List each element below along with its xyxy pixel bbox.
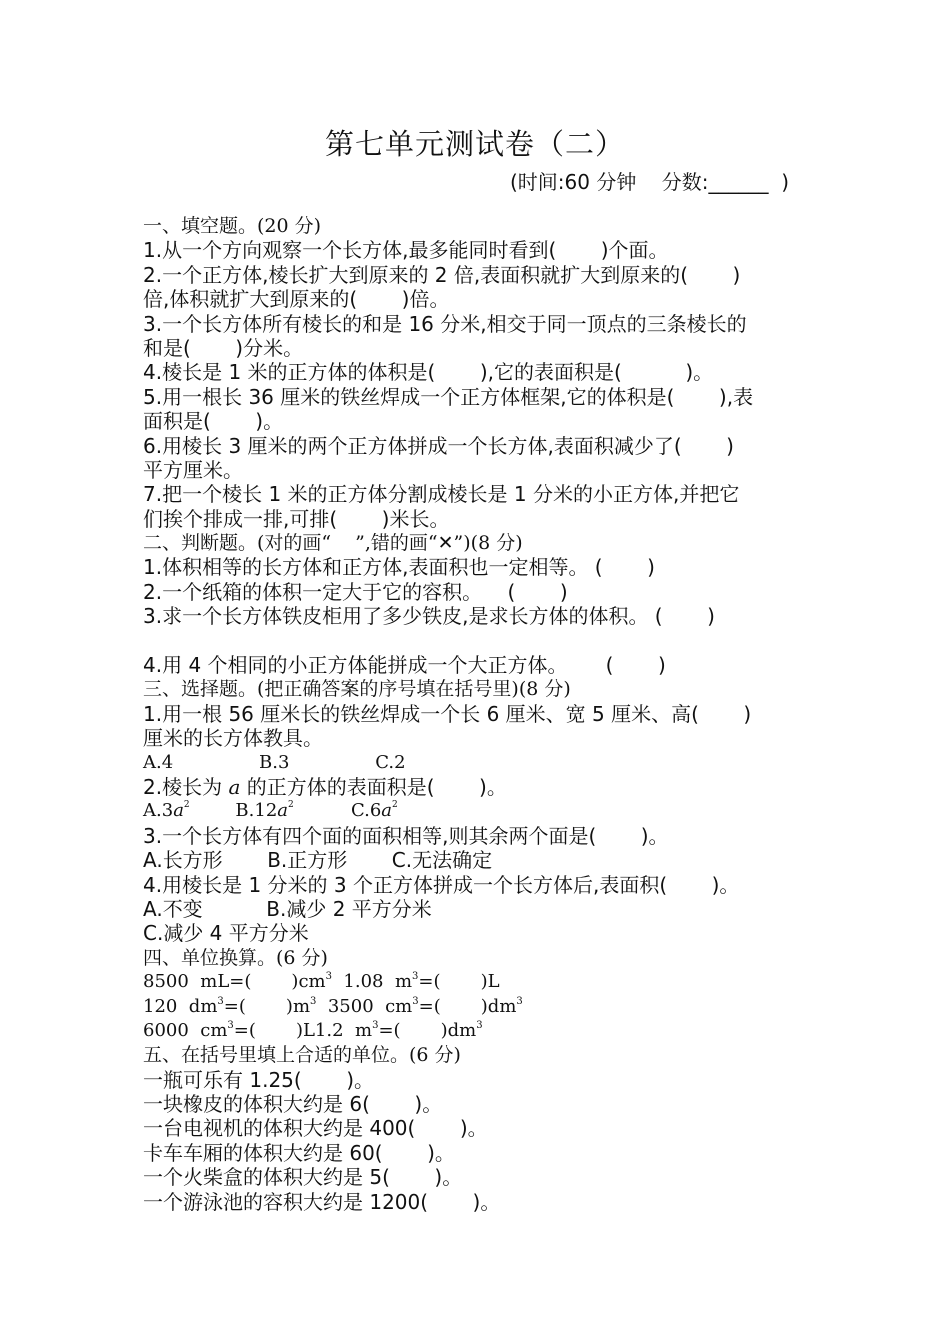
conversion-item: 1.2 m [314, 1019, 373, 1041]
conversion-item: =( )m [223, 995, 311, 1017]
exponent: 3 [516, 995, 523, 1007]
variable-a: a [277, 800, 289, 822]
exponent: 3 [227, 1019, 234, 1031]
conversion-item: 1.08 m [331, 971, 413, 993]
conversion-item: =( )dm [418, 995, 517, 1017]
question-text: 2.棱长为 [143, 775, 229, 799]
option-c: C.6 [293, 800, 382, 822]
question-line: 面积是( )。 [143, 409, 284, 434]
variable-a: a [173, 800, 184, 822]
question-line: 1.从一个方向观察一个长方体,最多能同时看到( )个面。 [143, 238, 669, 263]
question-line: 和是( )分米。 [143, 335, 304, 360]
conversion-item: 6000 cm [143, 1019, 228, 1041]
conversion-row [143, 995, 823, 1019]
question-line: 一块橡皮的体积大约是 6( )。 [143, 1092, 443, 1117]
variable-a: a [228, 775, 241, 799]
answer-options: A.4 B.3 C.2 [143, 751, 406, 773]
exponent: 3 [325, 971, 332, 983]
question-line: 1.体积相等的长方体和正方体,表面积也一定相等。 ( ) [143, 555, 655, 580]
conversion-row [143, 970, 823, 994]
conversion-row [143, 1019, 823, 1043]
heading-part: ”,错的画“✕”)(8 分) [355, 532, 523, 555]
question-line: 5.用一根长 36 厘米的铁丝焊成一个正方体框架,它的体积是( ),表 [143, 384, 754, 409]
question-line: 厘米的长方体教具。 [143, 726, 323, 751]
section-heading-fill-units: 五、在括号里填上合适的单位。(6 分) [143, 1044, 461, 1067]
answer-options: A.长方形 B.正方形 C.无法确定 [143, 848, 493, 873]
conversion-item: =( )L [418, 971, 500, 993]
question-line: 3.一个长方体有四个面的面积相等,则其余两个面是( )。 [143, 823, 669, 848]
question-line: 倍,体积就扩大到原来的( )倍。 [143, 287, 450, 312]
answer-options [143, 799, 823, 823]
question-line: 平方厘米。 [143, 457, 243, 482]
page-title: 第七单元测试卷（二） [324, 127, 625, 161]
section-heading-fill-blank: 一、填空题。(20 分) [143, 215, 322, 237]
exponent: 3 [372, 1019, 379, 1031]
conversion-item: =( )L [233, 1019, 315, 1041]
question-line-spaced [143, 629, 823, 678]
answer-options: A.不变 B.减少 2 平方分米 [143, 896, 432, 921]
question-line: 一瓶可乐有 1.25( )。 [143, 1067, 374, 1092]
option-a: A.3 [143, 800, 174, 822]
question-line: 3.求一个长方体铁皮柜用了多少铁皮,是求长方体的体积。 ( ) [143, 604, 715, 629]
conversion-item: =( )dm [378, 1019, 477, 1041]
exponent: 2 [288, 800, 294, 811]
option-b: B.12 [189, 800, 278, 822]
question-text: 4.用 4 个相同的小正方体能拼成一个大正方体。 ( ) [143, 653, 666, 678]
section-heading-unit-conversion: 四、单位换算。(6 分) [143, 946, 328, 969]
heading-part: 二、判断题。(对的画“ [143, 532, 332, 555]
exponent: 2 [392, 800, 398, 811]
question-line: 4.棱长是 1 米的正方体的体积是( ),它的表面积是( )。 [143, 360, 714, 385]
exponent: 3 [412, 971, 419, 983]
time-score-line: (时间:60 分钟 分数:______ ) [510, 170, 790, 194]
question-line: 一台电视机的体积大约是 400( )。 [143, 1116, 488, 1141]
exponent: 2 [183, 800, 190, 811]
question-line: 6.用棱长 3 厘米的两个正方体拼成一个长方体,表面积减少了( ) [143, 433, 734, 458]
question-line: 一个火柴盒的体积大约是 5( )。 [143, 1165, 463, 1190]
section-heading-true-false [143, 531, 823, 555]
exponent: 3 [476, 1019, 483, 1031]
exponent: 3 [412, 995, 419, 1007]
question-line: 3.一个长方体所有棱长的和是 16 分米,相交于同一顶点的三条棱长的 [143, 311, 747, 336]
question-line: 4.用棱长是 1 分米的 3 个正方体拼成一个长方体后,表面积( )。 [143, 872, 740, 897]
conversion-item: 3500 cm [316, 995, 413, 1017]
question-line [143, 775, 823, 799]
conversion-item: 8500 mL=( )cm [143, 971, 326, 993]
conversion-item: 120 dm [143, 995, 218, 1017]
question-line: 卡车车厢的体积大约是 60( )。 [143, 1140, 455, 1165]
exponent: 3 [217, 995, 224, 1007]
worksheet-content [143, 214, 823, 1214]
question-line: 们挨个排成一排,可排( )米长。 [143, 506, 450, 531]
answer-options: C.减少 4 平方分米 [143, 921, 309, 946]
question-line: 2.一个纸箱的体积一定大于它的容积。 ( ) [143, 579, 568, 604]
section-heading-multiple-choice: 三、选择题。(把正确答案的序号填在括号里)(8 分) [143, 678, 571, 701]
variable-a: a [381, 800, 393, 822]
question-line: 一个游泳池的容积大约是 1200( )。 [143, 1189, 501, 1214]
question-line: 7.把一个棱长 1 米的正方体分割成棱长是 1 分米的小正方体,并把它 [143, 482, 740, 507]
question-line: 2.一个正方体,棱长扩大到原来的 2 倍,表面积就扩大到原来的( ) [143, 262, 741, 287]
question-line: 1.用一根 56 厘米长的铁丝焊成一个长 6 厘米、宽 5 厘米、高( ) [143, 701, 752, 726]
exponent: 3 [310, 995, 317, 1007]
question-text: 的正方体的表面积是( )。 [240, 775, 507, 799]
